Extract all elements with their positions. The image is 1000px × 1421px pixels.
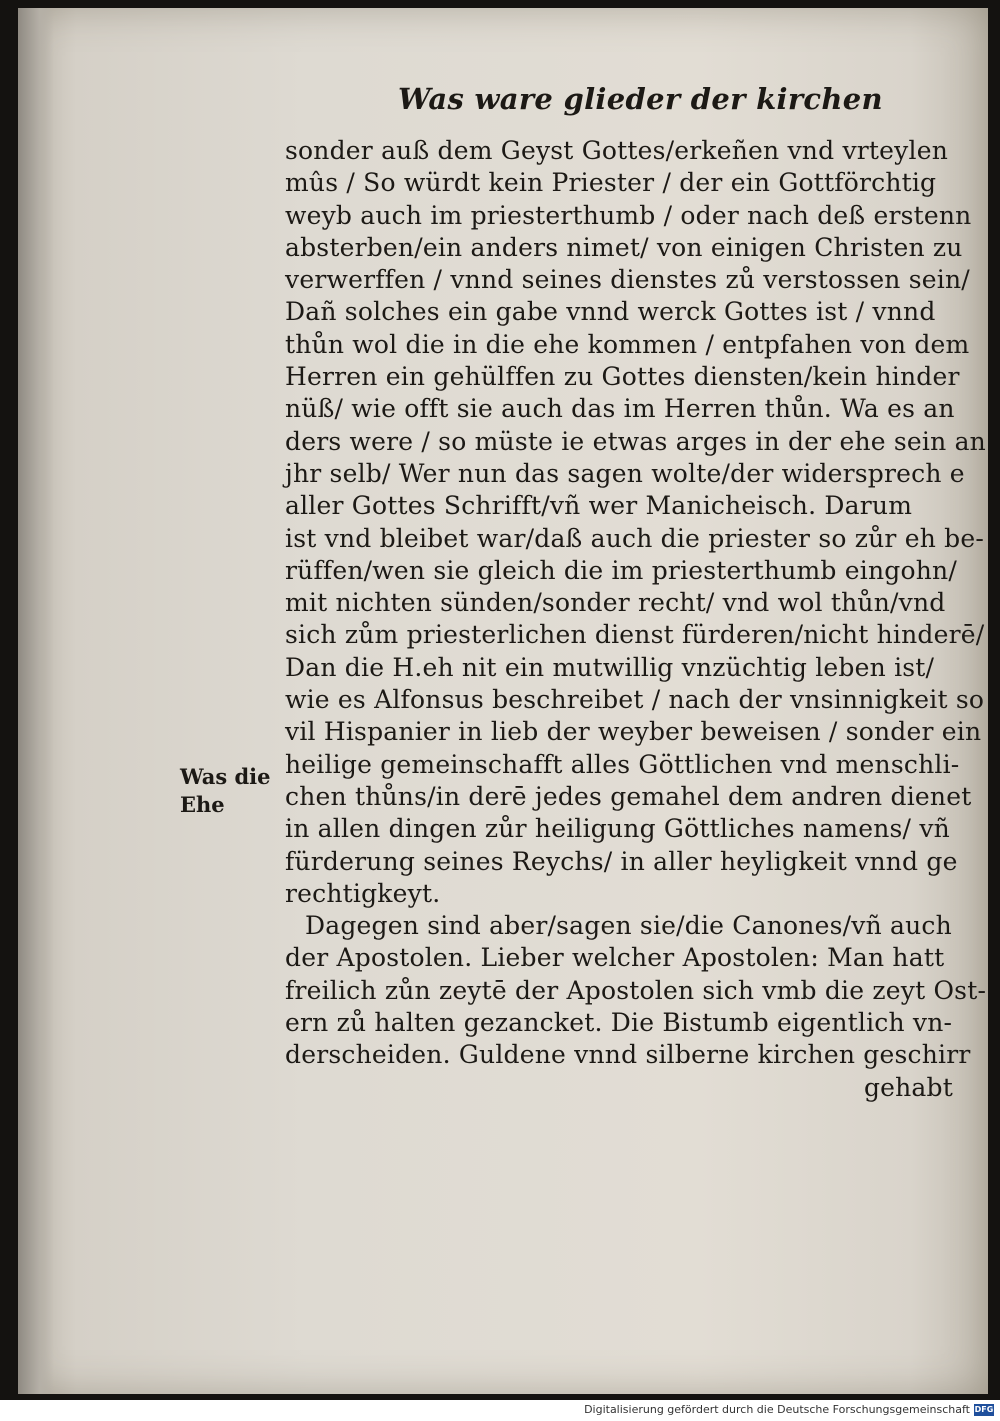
- text-line: sonder auß dem Geyst Gottes/erkeñen vnd vrteylen: [285, 136, 948, 165]
- text-line: Dañ solches ein gabe vnnd werck Gottes ist / vnnd: [285, 297, 936, 327]
- text-line: fürderung seines Reychs/ in aller heyligkeit vnnd ge: [285, 846, 958, 876]
- text-line: rüffen/wen sie gleich die im priesterthumb eingohn/: [285, 555, 957, 585]
- text-line: in allen dingen zůr heiligung Göttliches namens/ vñ: [285, 814, 950, 844]
- text-line: chen thůns/in derē jedes gemahel dem andren dienet: [285, 781, 972, 811]
- text-line: heilige gemeinschafft alles Göttlichen vnd menschli-: [285, 749, 960, 779]
- text-line: rechtigkeyt.: [285, 878, 441, 908]
- dfg-logo: DFG: [974, 1405, 994, 1414]
- text-line: der Apostolen. Lieber welcher Apostolen: Man hatt: [285, 943, 945, 973]
- text-line: vil Hispanier in lieb der weyber beweisen / sonder ein: [285, 717, 982, 747]
- text-line: Herren ein gehülffen zu Gottes diensten/kein hinder: [285, 362, 960, 392]
- text-line: jhr selb/ Wer nun das sagen wolte/der widersprech e: [285, 458, 965, 488]
- text-line: mûs / So würdt kein Priester / der ein Gottförchtig: [285, 168, 937, 198]
- footer-bar: [0, 1400, 1000, 1421]
- running-head: Was ware glieder der kirchen: [398, 82, 883, 116]
- body-text: [285, 135, 987, 1104]
- text-line: ist vnd bleibet war/daß auch die priester so zůr eh be-: [285, 523, 985, 553]
- page-gutter-shadow: [18, 8, 54, 1394]
- text-line: sich zům priesterlichen dienst fürderen/nicht hinderē/: [285, 620, 985, 650]
- text-line: weyb auch im priesterthumb / oder nach deß erstenn: [285, 200, 972, 230]
- text-line: ders were / so müste ie etwas arges in der ehe sein an: [285, 426, 986, 456]
- margin-note-line: Was die: [180, 764, 271, 789]
- margin-note: [180, 763, 280, 819]
- footer-credit: Digitalisierung gefördert durch die Deutsche Forschungsgemeinschaft: [584, 1403, 970, 1416]
- text-line: Dan die H.eh nit ein mutwillig vnzüchtig leben ist/: [285, 652, 935, 682]
- text-line: derscheiden. Guldene vnnd silberne kirchen geschirr: [285, 1040, 971, 1070]
- text-line: nüß/ wie offt sie auch das im Herren thůn. Wa es an: [285, 394, 955, 424]
- text-line: verwerffen / vnnd seines dienstes zů verstossen sein/: [285, 265, 970, 295]
- margin-note-line: Ehe: [180, 792, 225, 817]
- text-line: mit nichten sünden/sonder recht/ vnd wol thůn/vnd: [285, 588, 946, 618]
- text-line: thůn wol die in die ehe kommen / entpfahen von dem: [285, 329, 970, 359]
- text-line: freilich zůn zeytē der Apostolen sich vmb die zeyt Ost-: [285, 975, 987, 1005]
- text-line: absterben/ein anders nimet/ von einigen Christen zu: [285, 232, 963, 262]
- text-line: ern zů halten gezancket. Die Bistumb eigentlich vn-: [285, 1008, 953, 1038]
- catchword: gehabt: [863, 1072, 953, 1102]
- text-line: Dagegen sind aber/sagen sie/die Canones/vñ auch: [305, 911, 952, 941]
- text-line: aller Gottes Schrifft/vñ wer Manicheisch. Darum: [285, 491, 913, 521]
- text-line: wie es Alfonsus beschreibet / nach der vnsinnigkeit so: [285, 685, 985, 715]
